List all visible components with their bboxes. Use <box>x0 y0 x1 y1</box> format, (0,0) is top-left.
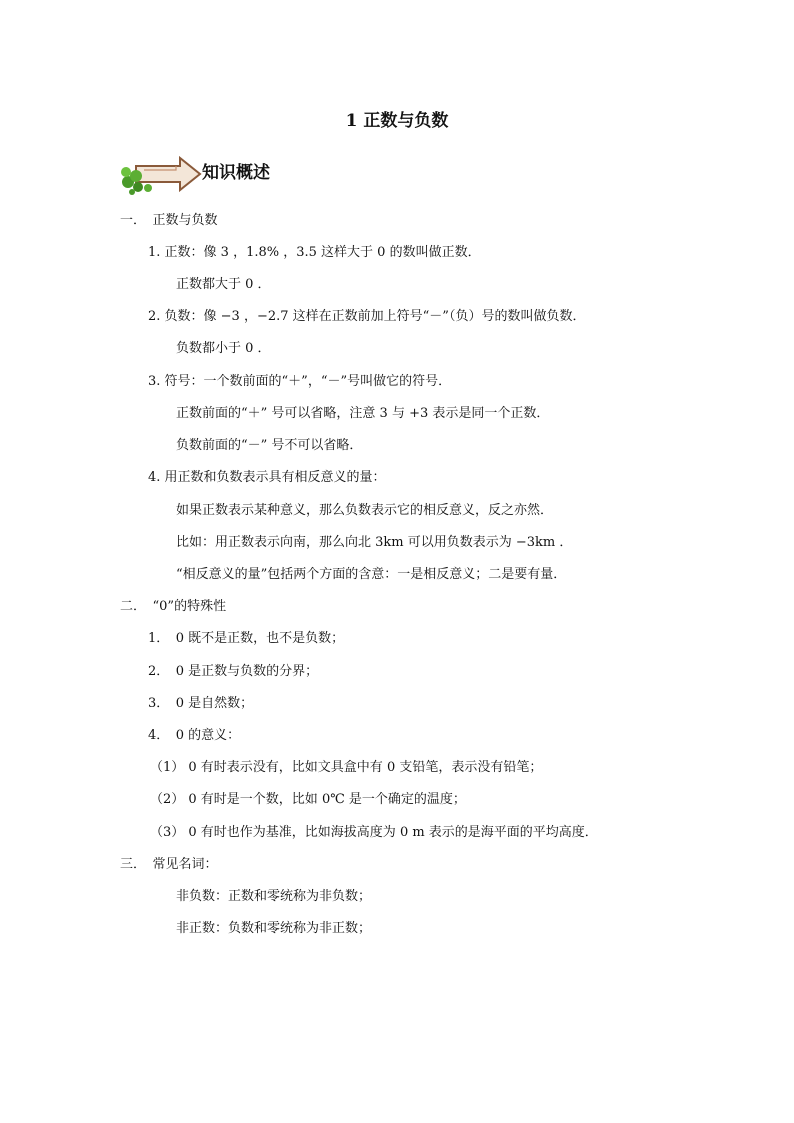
item-zero-1: 1． 0 既不是正数，也不是负数； <box>148 631 345 646</box>
item-negative-note: 负数都小于 0 ． <box>176 341 271 356</box>
heading-common-terms: 三． 常见名词： <box>120 857 218 872</box>
item-opposite-example: 比如：用正数表示向南，那么向北 3km 可以用负数表示为 −3km ． <box>176 535 573 550</box>
heading-positive-negative: 一． 正数与负数 <box>120 213 218 228</box>
item-sign-note-plus: 正数前面的“＋” 号可以省略，注意 3 与 +3 表示是同一个正数． <box>176 406 550 421</box>
item-sign-note-minus: 负数前面的“－” 号不可以省略． <box>176 438 363 453</box>
item-nonnegative: 非负数：正数和零统称为非负数； <box>176 889 372 904</box>
item-zero-meaning-3: （3） 0 有时也作为基准，比如海拔高度为 0 m 表示的是海平面的平均高度． <box>150 825 598 840</box>
item-zero-3: 3． 0 是自然数； <box>148 696 254 711</box>
item-zero-4: 4． 0 的意义： <box>148 728 241 743</box>
clover-arrow-icon <box>118 152 208 196</box>
heading-zero-special: 二． “0”的特殊性 <box>120 599 227 614</box>
item-zero-2: 2． 0 是正数与负数的分界； <box>148 664 319 679</box>
section-title: 知识概述 <box>202 163 270 183</box>
item-opposite-quantities: 4. 用正数和负数表示具有相反意义的量： <box>148 470 386 485</box>
page-title: 1 正数与负数 <box>345 111 449 131</box>
item-positive-note: 正数都大于 0 ． <box>176 277 271 292</box>
item-sign-definition: 3. 符号：一个数前面的“＋”，“－”号叫做它的符号． <box>148 374 452 389</box>
item-zero-meaning-1: （1） 0 有时表示没有，比如文具盒中有 0 支铅笔，表示没有铅笔； <box>150 760 543 775</box>
item-opposite-meaning: “相反意义的量”包括两个方面的含意：一是相反意义；二是要有量． <box>176 567 567 582</box>
item-zero-meaning-2: （2） 0 有时是一个数，比如 0℃ 是一个确定的温度； <box>150 792 466 807</box>
item-nonpositive: 非正数：负数和零统称为非正数； <box>176 921 372 936</box>
item-positive-definition: 1. 正数：像 3 ，1.8% ，3.5 这样大于 0 的数叫做正数． <box>148 245 481 260</box>
item-negative-definition: 2. 负数：像 −3 ，−2.7 这样在正数前加上符号“－”（负）号的数叫做负数． <box>148 309 586 324</box>
item-opposite-explain: 如果正数表示某种意义，那么负数表示它的相反意义，反之亦然． <box>176 503 554 518</box>
